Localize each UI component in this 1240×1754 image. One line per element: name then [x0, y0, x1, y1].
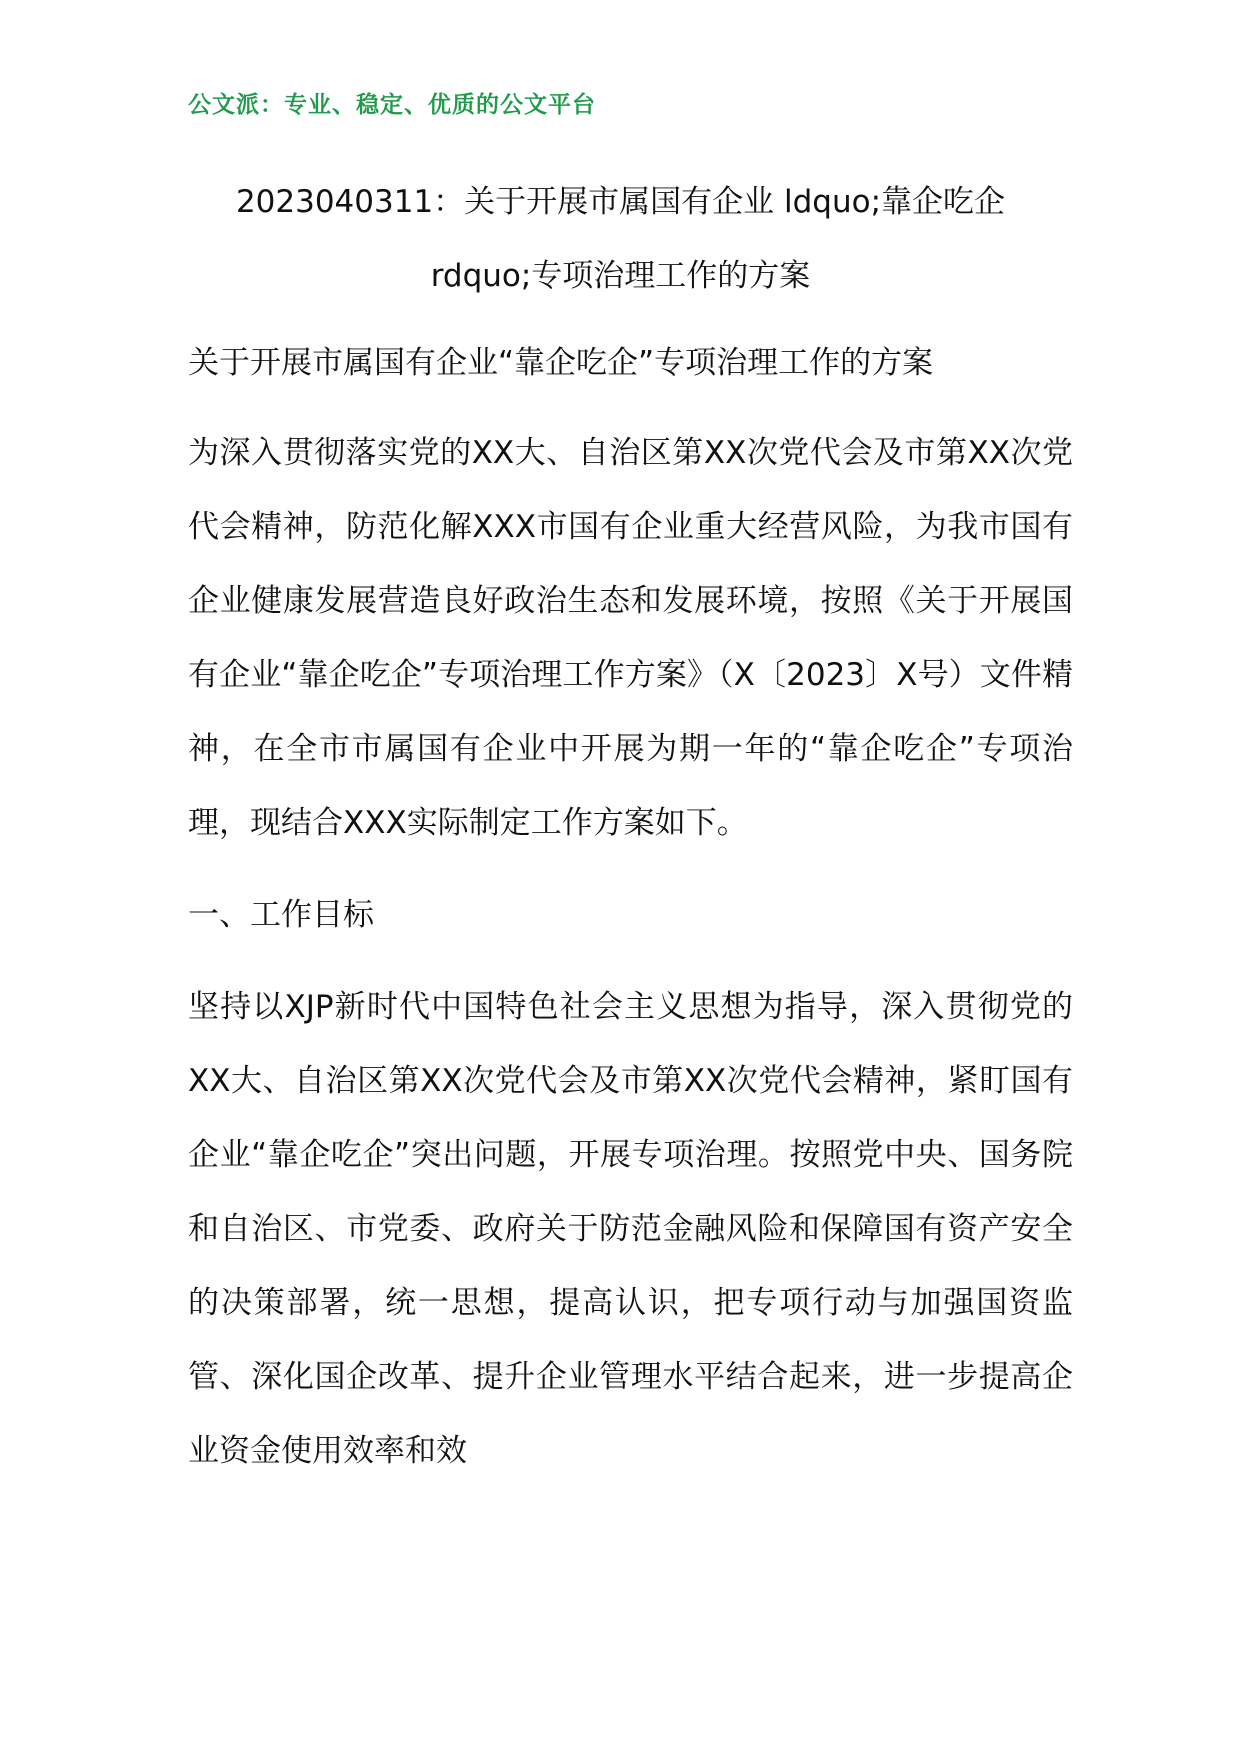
section-body-goals: 坚持以XJP新时代中国特色社会主义思想为指导，深入贯彻党的XX大、自治区第XX次党代会及市第XX次党代会精神，紧盯国有企业“靠企吃企”突出问题，开展专项治理。按照党中央、国务院和自治区、市党委、政府关于防范金融风险和保障国有资产安全的决策部署，统一思想，提高认识，把专项行动与加强国资监管、深化国企改革、提升企业管理水平结合起来，进一步提高企业资金使用效率和效	[188, 989, 1073, 1469]
document-title: 2023040311：关于开展市属国有企业 ldquo;靠企吃企rdquo;专项治理工作的方案	[235, 184, 1006, 294]
brand-header: 公文派：专业、稳定、优质的公文平台	[188, 92, 596, 118]
intro-paragraph: 为深入贯彻落实党的XX大、自治区第XX次党代会及市第XX次党代会精神，防范化解XXX市国有企业重大经营风险，为我市国有企业健康发展营造良好政治生态和发展环境，按照《关于开展国有企业“靠企吃企”专项治理工作方案》（X〔2023〕X号）文件精神，在全市市属国有企业中开展为期一年的“靠企吃企”专项治理，现结合XXX实际制定工作方案如下。	[188, 435, 1073, 841]
section-heading-goals: 一、工作目标	[188, 897, 374, 933]
document-subtitle: 关于开展市属国有企业“靠企吃企”专项治理工作的方案	[188, 345, 934, 381]
document-body	[188, 326, 1073, 1506]
